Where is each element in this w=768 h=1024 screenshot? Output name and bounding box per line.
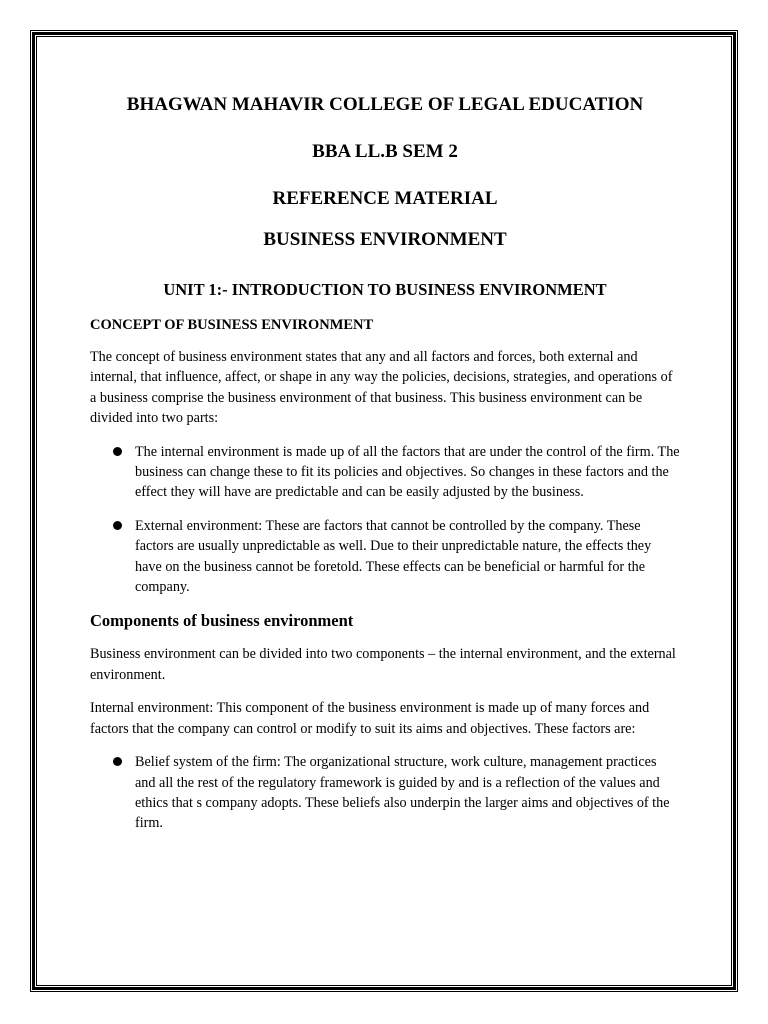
college-name: BHAGWAN MAHAVIR COLLEGE OF LEGAL EDUCATION [126, 94, 644, 115]
list-item-text: External environment: These are factors that cannot be controlled by the company. These factors are usually unpredictable as well. Due to their unpredictable nature, the effects they have on the business cannot be foretold. These effects can be beneficial or harmful for the company. [135, 517, 652, 596]
list-item [90, 752, 680, 834]
bullet-icon [113, 757, 122, 766]
internal-environment-paragraph: Internal environment: This component of the business environment is made up of many forces and factors that the company can control or modify to suit its aims and objectives. These factors are: [90, 700, 650, 737]
concept-bullet-list [90, 442, 680, 598]
list-item [90, 442, 680, 503]
components-bullet-list [90, 752, 680, 834]
concept-heading: CONCEPT OF BUSINESS ENVIRONMENT [90, 317, 374, 333]
unit-title: UNIT 1:- INTRODUCTION TO BUSINESS ENVIRONMENT [163, 280, 607, 299]
bullet-icon [113, 447, 122, 456]
semester-title: BBA LL.B SEM 2 [312, 141, 458, 162]
components-heading: Components of business environment [90, 611, 354, 631]
list-item-text: The internal environment is made up of all the factors that are under the control of the firm. The business can change these to fit its policies and objectives. So changes in these factors and the effect they will have are predictable and can be easily adjusted by the business. [135, 443, 680, 501]
document-body [90, 92, 680, 847]
list-item [90, 516, 680, 598]
subject-title: BUSINESS ENVIRONMENT [263, 229, 507, 250]
components-paragraph: Business environment can be divided into two components – the internal environment, and the external environment. [90, 646, 676, 683]
concept-paragraph: The concept of business environment states that any and all factors and forces, both external and internal, that influence, affect, or shape in any way the policies, decisions, strategies, and operations of a business comprise the business environment of that business. This business environment can be divided into two parts: [90, 349, 673, 427]
bullet-icon [113, 521, 122, 530]
material-title: REFERENCE MATERIAL [272, 188, 498, 209]
list-item-text: Belief system of the firm: The organizational structure, work culture, management practices and all the rest of the regulatory framework is guided by and is a reflection of the values and ethics that s company adopts. These beliefs also underpin the larger aims and objectives of the firm. [135, 754, 670, 832]
